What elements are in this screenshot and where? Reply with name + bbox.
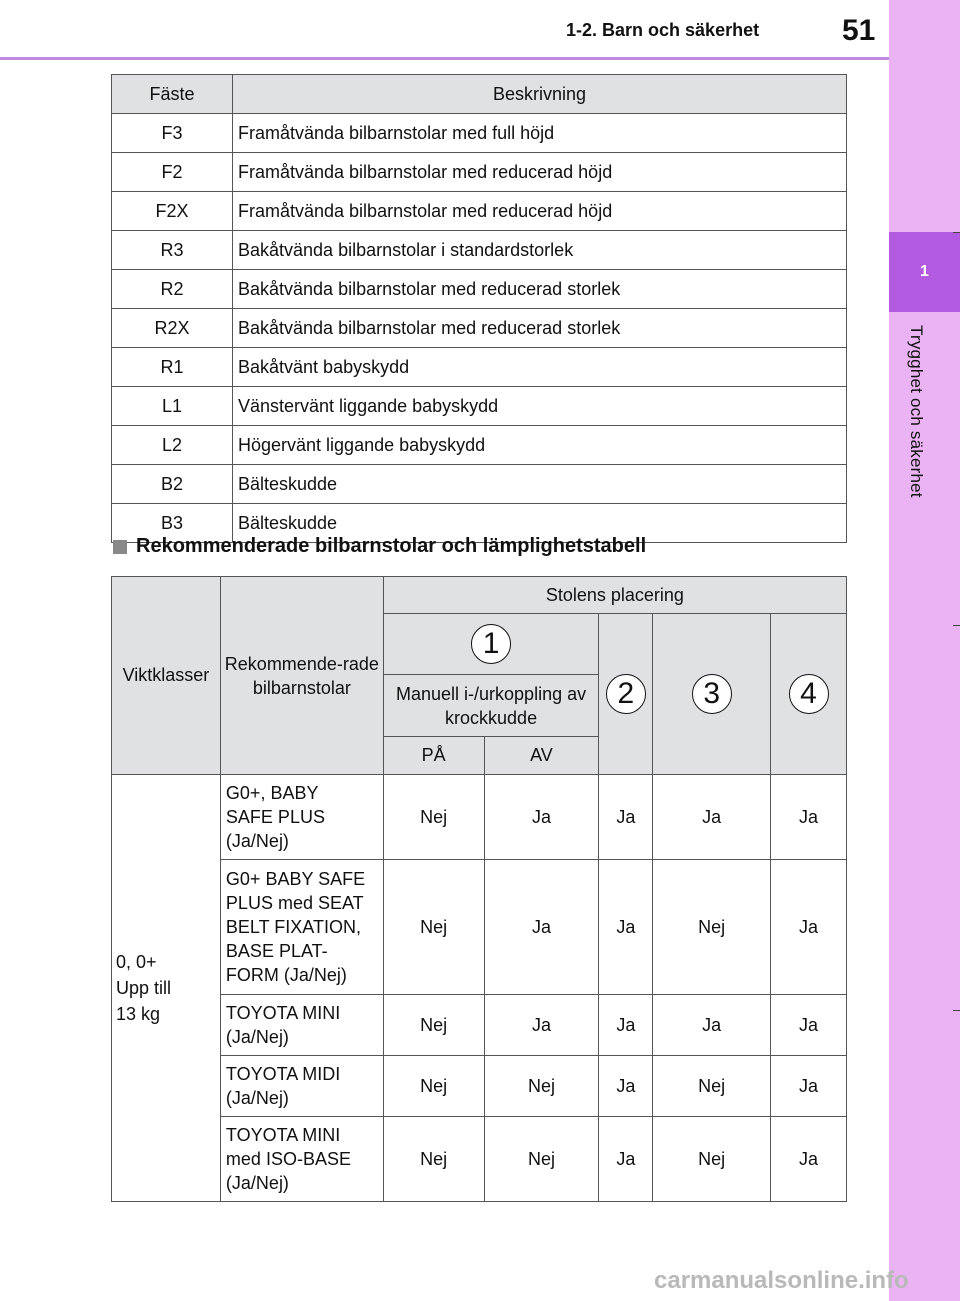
table-row xyxy=(112,465,847,504)
position-3-header xyxy=(653,614,771,775)
fastening-code: F2 xyxy=(112,153,233,192)
seat-name-line: PLUS med SEAT xyxy=(225,893,364,913)
seat-name-line: TOYOTA MINI xyxy=(225,1125,341,1145)
suitability-value: Nej xyxy=(383,860,484,995)
suitability-value: Ja xyxy=(599,1056,653,1117)
suitability-value: Nej xyxy=(653,860,771,995)
table-row xyxy=(112,995,847,1056)
table-row xyxy=(112,775,847,860)
suitability-heading xyxy=(113,535,646,558)
fastening-description: Framåtvända bilbarnstolar med full höjd xyxy=(233,114,847,153)
square-bullet-icon xyxy=(113,540,127,554)
position-1-icon: 1 xyxy=(471,624,511,664)
table-row xyxy=(112,860,847,995)
suitability-value: Ja xyxy=(771,1056,847,1117)
suitability-value: Ja xyxy=(599,860,653,995)
weight-group-line: 0, 0+ xyxy=(116,952,157,972)
seat-position-header: Stolens placering xyxy=(383,577,846,614)
seat-name-line: TOYOTA MINI xyxy=(225,1003,341,1023)
fastening-code: R2 xyxy=(112,270,233,309)
weight-group-cell xyxy=(112,775,221,1202)
suitability-value: Ja xyxy=(484,995,599,1056)
airbag-off-header: AV xyxy=(484,737,599,775)
chapter-sidebar xyxy=(889,0,960,1301)
seat-name-line: BELT FIXATION, xyxy=(225,917,361,937)
fastening-description: Bälteskudde xyxy=(233,504,847,543)
suitability-value: Nej xyxy=(484,1117,599,1202)
fastening-code: R3 xyxy=(112,231,233,270)
suitability-value: Ja xyxy=(599,995,653,1056)
seat-name-line: SAFE PLUS xyxy=(225,807,325,827)
fastening-description: Högervänt liggande babyskydd xyxy=(233,426,847,465)
table-row xyxy=(112,270,847,309)
position-2-icon: 2 xyxy=(606,674,646,714)
suitability-value: Ja xyxy=(771,775,847,860)
weight-class-header: Viktklasser xyxy=(112,577,221,775)
table-row xyxy=(112,348,847,387)
seat-name-line: med ISO-BASE xyxy=(225,1149,351,1169)
table-row xyxy=(112,153,847,192)
suitability-value: Ja xyxy=(653,995,771,1056)
suitability-value: Nej xyxy=(383,995,484,1056)
fastening-description: Bakåtvända bilbarnstolar i standardstorlek xyxy=(233,231,847,270)
suitability-value: Ja xyxy=(771,1117,847,1202)
fastening-col-code: Fäste xyxy=(112,75,233,114)
seat-name-cell xyxy=(220,1056,383,1117)
weight-group-line: Upp till xyxy=(116,978,172,998)
suitability-value: Ja xyxy=(599,775,653,860)
seat-name-line: G0+ BABY SAFE xyxy=(225,869,366,889)
suitability-table xyxy=(111,576,847,1202)
header-rule xyxy=(0,57,890,60)
seat-name-line: G0+, BABY xyxy=(225,783,319,803)
suitability-value: Nej xyxy=(484,1056,599,1117)
seat-name-cell xyxy=(220,1117,383,1202)
seat-name-line: BASE PLAT- xyxy=(225,941,328,961)
suitability-heading-text: Rekommenderade bilbarnstolar och lämplighetstabell xyxy=(136,535,647,557)
fastening-code: R2X xyxy=(112,309,233,348)
table-row xyxy=(112,1117,847,1202)
table-row xyxy=(112,231,847,270)
suitability-value: Nej xyxy=(653,1117,771,1202)
table-row xyxy=(112,309,847,348)
fastening-description: Framåtvända bilbarnstolar med reducerad höjd xyxy=(233,153,847,192)
crop-mark xyxy=(953,625,960,626)
page-number: 51 xyxy=(842,14,876,47)
table-row xyxy=(112,426,847,465)
airbag-switch-header: Manuell i-/urkoppling av krockkudde xyxy=(383,675,599,737)
crop-mark xyxy=(953,232,960,233)
position-4-icon: 4 xyxy=(789,674,829,714)
fastening-description: Framåtvända bilbarnstolar med reducerad höjd xyxy=(233,192,847,231)
fastening-col-description: Beskrivning xyxy=(233,75,847,114)
fastening-code: B2 xyxy=(112,465,233,504)
position-2-header xyxy=(599,614,653,775)
airbag-on-header: PÅ xyxy=(383,737,484,775)
chapter-title: Trygghet och säkerhet xyxy=(907,325,926,498)
table-row xyxy=(112,192,847,231)
fastening-description: Bakåtvända bilbarnstolar med reducerad storlek xyxy=(233,270,847,309)
suitability-value: Ja xyxy=(771,995,847,1056)
seat-name-cell xyxy=(220,995,383,1056)
section-title: 1-2. Barn och säkerhet xyxy=(566,20,760,40)
suitability-value: Nej xyxy=(383,1117,484,1202)
chapter-number-tab[interactable]: 1 xyxy=(889,232,960,312)
position-4-header xyxy=(771,614,847,775)
suitability-value: Nej xyxy=(653,1056,771,1117)
fastening-description: Bälteskudde xyxy=(233,465,847,504)
watermark: carmanualsonline.info xyxy=(654,1267,909,1294)
suitability-value: Ja xyxy=(771,860,847,995)
fastening-code: L2 xyxy=(112,426,233,465)
seat-name-line: TOYOTA MIDI xyxy=(225,1064,341,1084)
fastening-code: F2X xyxy=(112,192,233,231)
seat-name-cell xyxy=(220,860,383,995)
table-row xyxy=(112,114,847,153)
recommended-seat-header: Rekommende-rade bilbarnstolar xyxy=(220,577,383,775)
seat-name-line: (Ja/Nej) xyxy=(225,831,289,851)
table-row xyxy=(112,387,847,426)
fastening-description: Bakåtvänt babyskydd xyxy=(233,348,847,387)
seat-name-line: (Ja/Nej) xyxy=(225,1088,289,1108)
suitability-value: Nej xyxy=(383,1056,484,1117)
crop-mark xyxy=(953,1010,960,1011)
seat-name-line: (Ja/Nej) xyxy=(225,1173,289,1193)
fastening-code: F3 xyxy=(112,114,233,153)
suitability-value: Ja xyxy=(484,860,599,995)
suitability-value: Ja xyxy=(653,775,771,860)
fastening-code: L1 xyxy=(112,387,233,426)
fastening-code: B3 xyxy=(112,504,233,543)
fastening-header-row xyxy=(112,75,847,114)
header-row xyxy=(112,577,847,614)
fastening-description: Vänstervänt liggande babyskydd xyxy=(233,387,847,426)
fastening-code: R1 xyxy=(112,348,233,387)
table-row xyxy=(112,1056,847,1117)
position-3-icon: 3 xyxy=(692,674,732,714)
seat-name-line: (Ja/Nej) xyxy=(225,1027,289,1047)
weight-group-line: 13 kg xyxy=(116,1004,161,1024)
suitability-value: Nej xyxy=(383,775,484,860)
fastening-description: Bakåtvända bilbarnstolar med reducerad storlek xyxy=(233,309,847,348)
suitability-value: Ja xyxy=(484,775,599,860)
seat-name-line: FORM (Ja/Nej) xyxy=(225,965,347,985)
seat-name-cell xyxy=(220,775,383,860)
fastening-table xyxy=(111,74,847,543)
position-1-header xyxy=(383,614,599,675)
suitability-value: Ja xyxy=(599,1117,653,1202)
